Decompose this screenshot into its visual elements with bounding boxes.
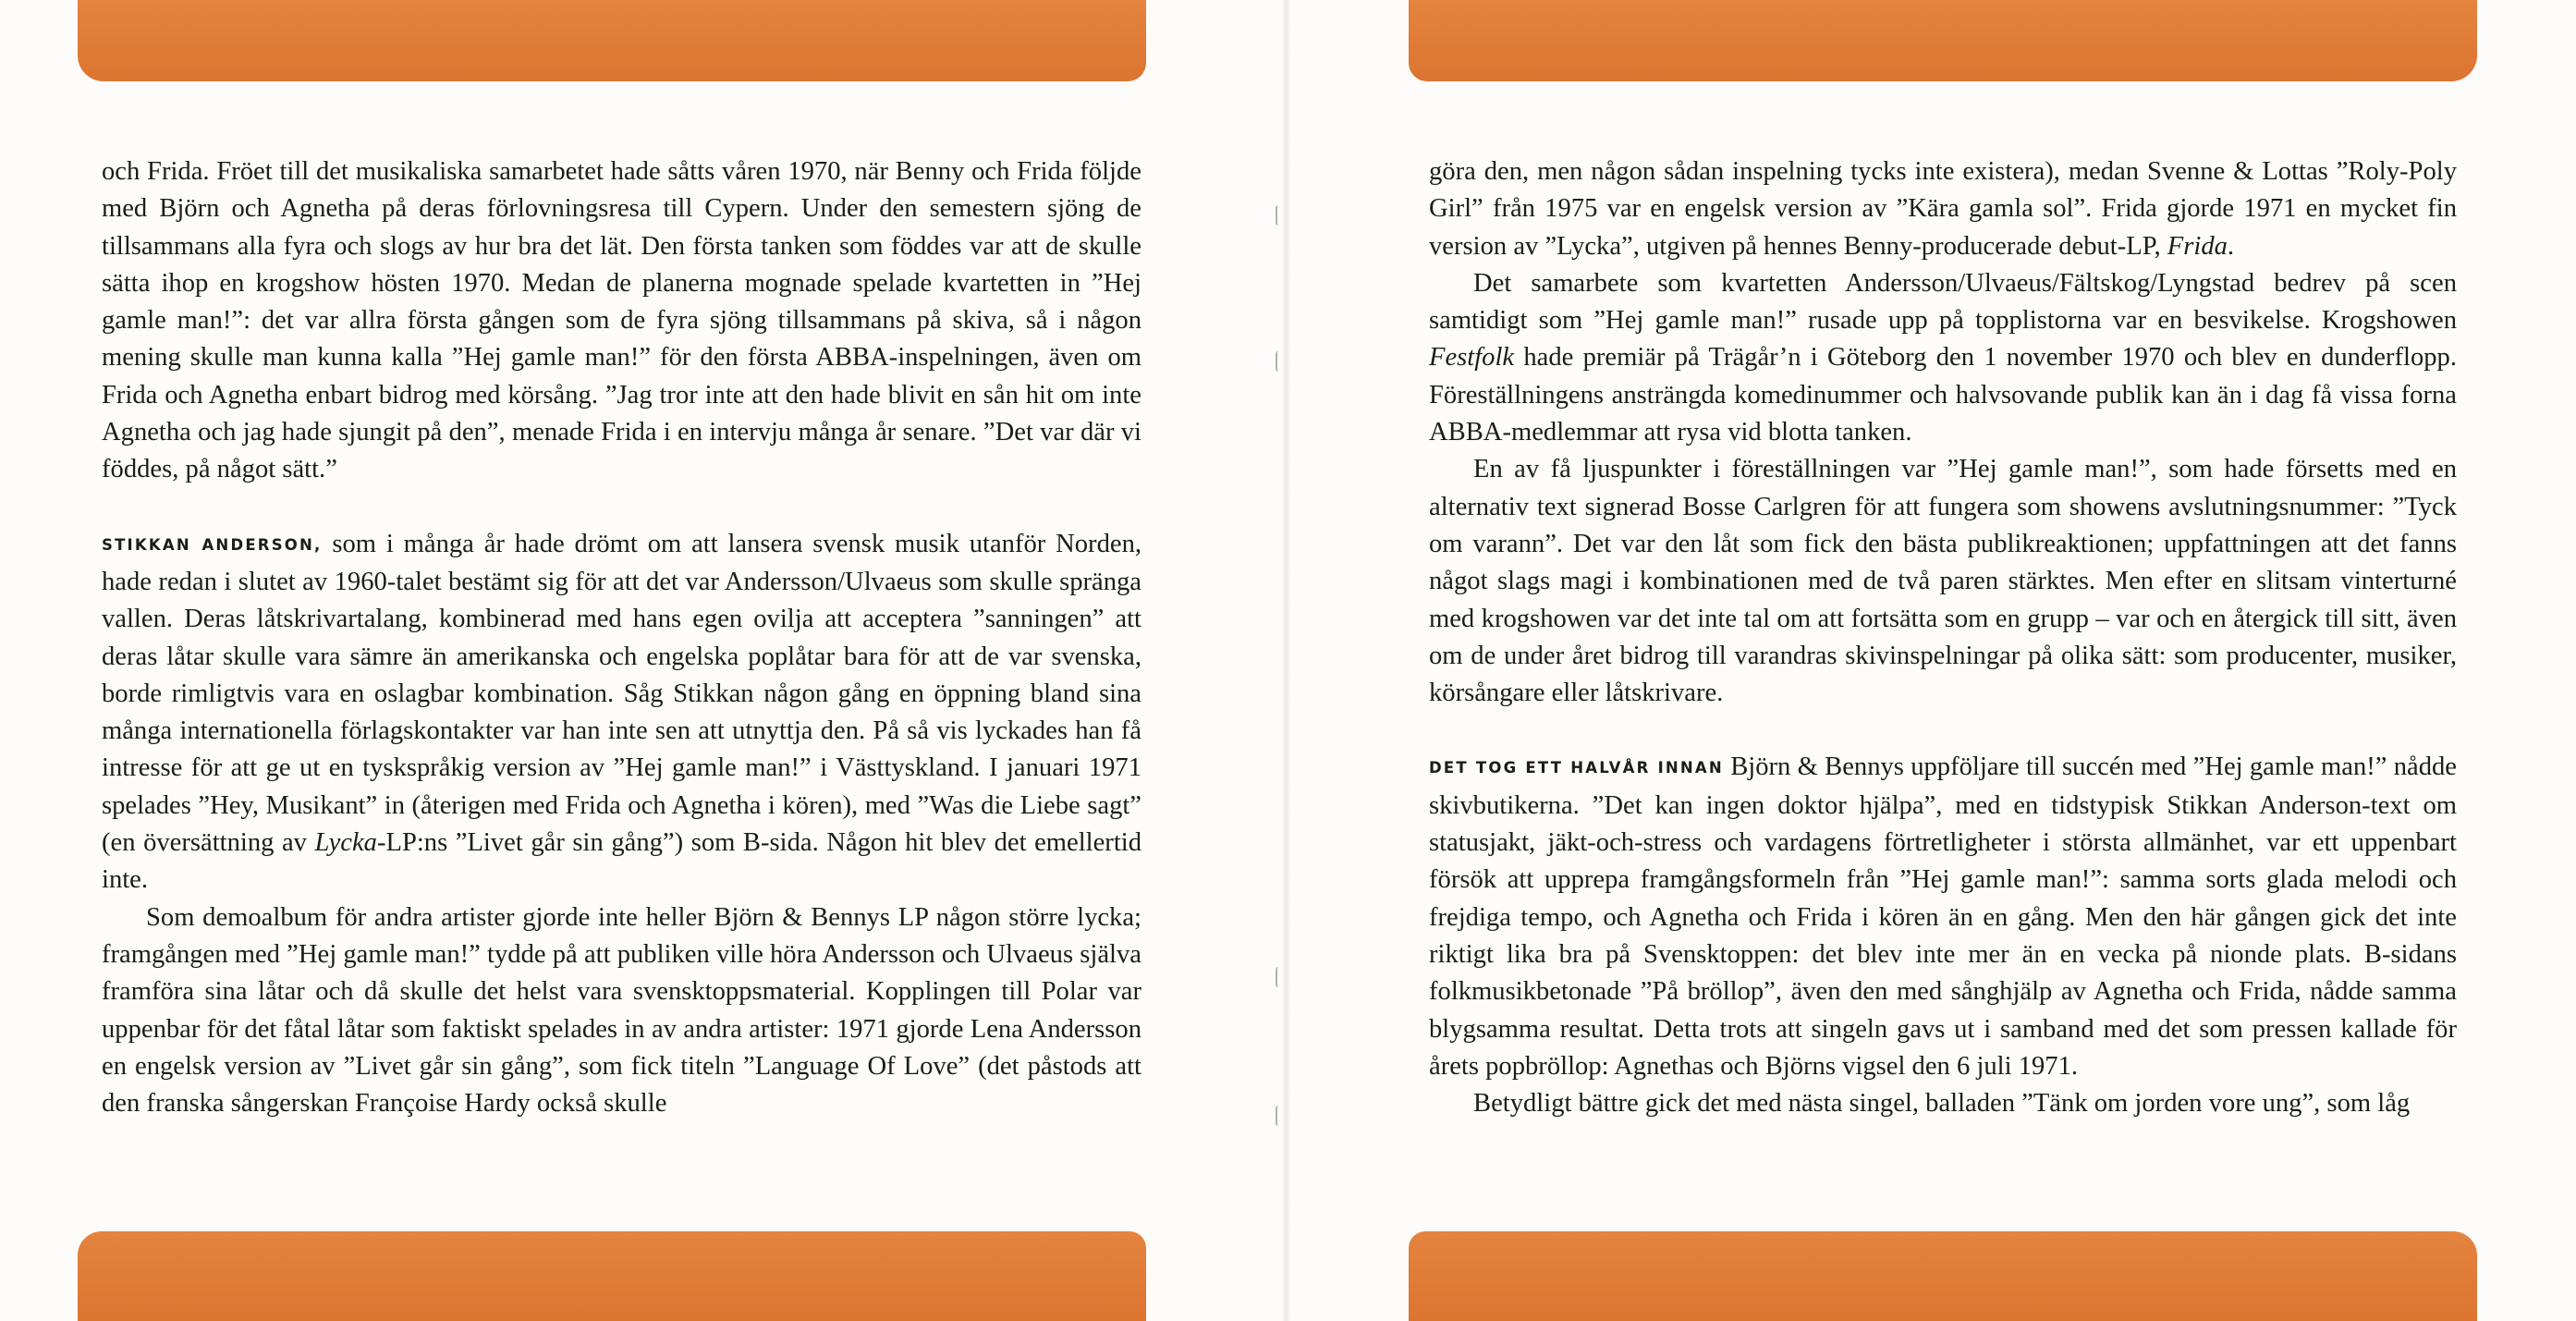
paragraph	[1429, 1085, 2457, 1122]
page-fold	[1282, 0, 1291, 1321]
italic-title: Lycka	[314, 828, 377, 858]
paragraph-text: som i många år hade drömt om att lansera svensk musik utanför Norden, hade redan i slutet av 1960-talet bestämt sig för att det var Andersson/Ulvaeus som skulle spränga vallen. Deras låtskrivartalang, kombinerad med hans egen ovilja att acceptera ”sanningen” att deras låtar skulle vara sämre än amerikanska och engelska poplåtar bara för att de var svenska, borde rimligtvis vara en oslagbar kombination. Såg Stikkan någon gång en öppning bland sina många internationella förlagskontakter var han inte sen att utnyttja den. På så vis lyckades han få intresse för att ge ut en tyskspråkig version av ”Hej gamle man!” i Västtyskland. I januari 1971 spelades ”Hey, Musikant” in (återigen med Frida och Agnetha i kören), med ”Was die Liebe sagt” (en översättning av	[102, 529, 1142, 858]
paragraph-text: Som demoalbum för andra artister gjorde inte heller Björn & Bennys LP någon större lycka; framgången med ”Hej gamle man!” tydde på att publiken ville höra Andersson och Ulvaeus själva framföra sina låtar och då skulle det helst vara svensktoppsmaterial. Kopplingen till Polar var uppenbar för det fåtal låtar som faktiskt spelades in av andra artister: 1971 gjorde Lena Andersson en engelsk version av ”Livet går sin gång”, som fick titeln ”Language Of Love” (det påstods att den franska sångerskan Françoise Hardy också skulle	[102, 902, 1141, 1119]
footer-band-left	[78, 1231, 1146, 1321]
paragraph-text: och Frida. Fröet till det musikaliska samarbetet hade såtts våren 1970, när Benny och Frida följde med Björn och Agnetha på deras förlovningsresa till Cypern. Under den semestern sjöng de tillsammans alla fyra och slogs av hur bra det lät. Den första tanken som föddes var att de skulle sätta ihop en krogshow hösten 1970. Medan de planerna mognade spelade kvartetten in ”Hej gamle man!”: det var allra första gången som de fyra sjöng tillsammans på skiva, så i någon mening skulle man kunna kalla ”Hej gamle man!” för den första ABBA-inspelningen, även om Frida och Agnetha enbart bidrog med körsång. ”Jag tror inte att den hade blivit en sån hit om inte Agnetha och jag hade sjungit på den”, menade Frida i en intervju många år senare. ”Det var där vi föddes, på något sätt.”	[102, 157, 1141, 484]
italic-title: Frida	[2167, 231, 2228, 261]
paragraph-text: hade premiär på Trägår’n i Göteborg den 1 november 1970 och blev en dunderflopp. Föreställningens ansträngda komedinummer och halvsovande publik kan än i dag få vissa forna ABBA-medlemmar att rysa vid blotta tanken.	[1429, 343, 2457, 447]
paragraph-text: .	[2227, 231, 2235, 261]
fold-mark	[1276, 351, 1281, 372]
italic-title: Festfolk	[1429, 343, 1515, 373]
fold-mark	[1276, 205, 1281, 226]
paragraph-text: göra den, men någon sådan inspelning tycks inte existera), medan Svenne & Lottas ”Roly-Poly Girl” från 1975 var en engelsk version av ”Kära gamla sol”. Frida gjorde 1971 en mycket fin version av ”Lycka”, utgiven på hennes Benny-producerade debut-LP,	[1429, 157, 2457, 261]
paragraph	[102, 899, 1141, 1123]
footer-band-right	[1409, 1231, 2477, 1321]
paragraph-text: Det samarbete som kvartetten Andersson/Ulvaeus/Fältskog/Lyngstad bedrev på scen samtidigt som ”Hej gamle man!” rusade upp på topplistorna var en besvikelse. Krogshowen	[1429, 268, 2457, 336]
paragraph-text: Björn & Bennys uppföljare till succén med ”Hej gamle man!” nådde skivbutikerna. ”Det kan ingen doktor hjälpa”, med en tidstypisk Stikkan Anderson-text om statusjakt, jäkt-och-stress och vardagens förtretligheter i största allmänhet, var ett uppenbart försök att upprepa framgångsformeln från ”Hej gamle man!”: samma sorts glada melodi och frejdiga tempo, och Agnetha och Frida i kören än en gång. Men den här gången gick det inte riktigt lika bra på Svensktoppen: det blev inte mer än en vecka på nionde plats. B-sidans folkmusikbetonade ”På bröllop”, även den med sånghjälp av Agnetha och Frida, nådde samma blygsamma resultat. Detta trots att singeln gavs ut i samband med det som pressen kallade för årets popbröllop: Agnethas och Björns vigsel den 6 juli 1971.	[1429, 752, 2458, 1081]
paragraph-text: En av få ljuspunkter i föreställningen var ”Hej gamle man!”, som hade försetts med en alternativ text signerad Bosse Carlgren för att fungera som showens avslutningsnummer: ”Tyck om varann”. Det var den låt som fick den bästa publikreaktionen; uppfattningen att det fanns något slags magi i kombinationen med de två paren stärktes. Men efter en slitsam vinterturné med krogshowen var det inte tal om att fortsätta som en grupp – var och en återgick till sitt, även om de under året bidrog till varandras skivinspelningar på olika sätt: som producenter, musiker, körsångare eller låtskrivare.	[1429, 455, 2457, 708]
paragraph-text: Betydligt bättre gick det med nästa singel, balladen ”Tänk om jorden vore ung”, som låg	[1473, 1089, 2411, 1119]
paragraph	[1429, 265, 2457, 451]
paragraph-lead: STIKKAN ANDERSON,	[102, 535, 323, 554]
paragraph	[1429, 749, 2457, 1085]
paragraph	[102, 526, 1141, 899]
paragraph-text: -LP:ns ”Livet går sin gång”) som B-sida. Någon hit blev det emellertid inte.	[102, 828, 1142, 895]
left-page-text	[102, 153, 1141, 1122]
fold-mark	[1276, 1106, 1281, 1126]
header-band-right	[1409, 0, 2477, 81]
right-page-text	[1429, 153, 2457, 1122]
header-band-left	[78, 0, 1146, 81]
paragraph-lead: DET TOG ETT HALVÅR INNAN	[1429, 759, 1724, 777]
paragraph	[1429, 451, 2457, 712]
paragraph	[1429, 153, 2457, 265]
paragraph	[102, 153, 1141, 489]
fold-mark	[1276, 967, 1281, 987]
